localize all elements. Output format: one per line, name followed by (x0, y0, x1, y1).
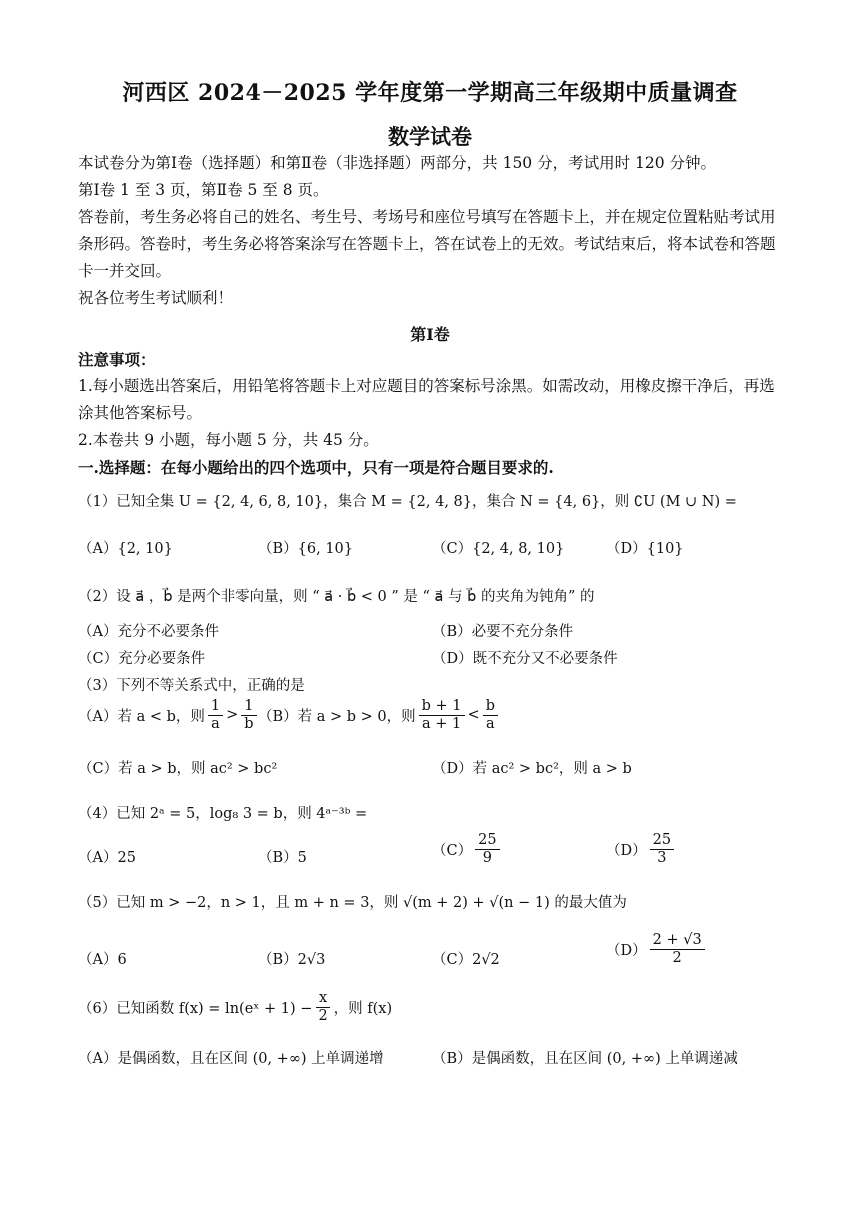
question-6-stem (78, 990, 392, 1024)
greater-than-sign: > (226, 707, 239, 724)
question-1-option-c: （C）{2, 4, 8, 10} (432, 541, 565, 557)
question-3-option-c: （C）若 a > b，则 ac² > bc² (78, 761, 278, 777)
fraction-denominator: 3 (657, 849, 667, 866)
question-6-option-a: （A）是偶函数，且在区间 (0, +∞) 上单调递增 (78, 1051, 384, 1067)
fraction-numerator: b + 1 (419, 698, 465, 716)
question-3-option-b-prefix: （B）若 a > b > 0，则 (258, 708, 416, 725)
question-1-option-d: （D）{10} (606, 541, 684, 557)
fraction-numerator: 1 (241, 698, 256, 716)
question-5-stem: （5）已知 m > −2，n > 1，且 m + n = 3，则 √(m + 2) + √(n − 1) 的最大值为 (78, 895, 627, 911)
fraction-numerator: x (316, 990, 330, 1008)
fraction (241, 698, 256, 732)
fraction-denominator: 2 (318, 1007, 328, 1024)
question-5-option-c: （C）2√2 (432, 952, 500, 968)
exam-subtitle: 数学试卷 (388, 124, 472, 149)
question-1-option-a: （A）{2, 10} (78, 541, 173, 557)
question-3-stem: （3）下列不等关系式中，正确的是 (78, 678, 305, 694)
question-4-option-b: （B）5 (258, 850, 307, 866)
question-3-option-d: （D）若 ac² > bc²，则 a > b (432, 761, 632, 777)
intro-line-1: 本试卷分为第Ⅰ卷（选择题）和第Ⅱ卷（非选择题）两部分，共 150 分，考试用时 120 分钟。 (78, 154, 717, 172)
question-4-option-c (432, 832, 503, 866)
fraction (208, 698, 223, 732)
question-6-option-b: （B）是偶函数，且在区间 (0, +∞) 上单调递减 (432, 1051, 738, 1067)
question-1-option-b: （B）{6, 10} (258, 541, 354, 557)
fraction (650, 832, 674, 866)
question-2-option-a: （A）充分不必要条件 (78, 624, 219, 640)
notes-block (78, 346, 784, 481)
question-3-option-b (258, 698, 501, 732)
question-5-option-d (606, 932, 708, 966)
fraction-denominator: a + 1 (421, 715, 462, 732)
question-4-stem: （4）已知 2ᵃ = 5，log₈ 3 = b，则 4ᵃ⁻³ᵇ = (78, 806, 368, 822)
fraction (419, 698, 465, 732)
intro-block (78, 150, 784, 312)
option-prefix: （C） (432, 842, 473, 859)
intro-paragraph-2: 答卷前，考生务必将自己的姓名、考生号、考场号和座位号填写在答题卡上，并在规定位置粘贴考试用条形码。答卷时，考生务必将答案涂写在答题卡上，答在试卷上的无效。考试结束后，将本试卷和答题卡一并交回。 (78, 208, 776, 280)
intro-wish: 祝各位考生考试顺利！ (78, 289, 234, 307)
fraction-denominator: 9 (482, 849, 492, 866)
fraction (475, 832, 499, 866)
question-4-option-d (606, 832, 677, 866)
question-2-option-b: （B）必要不充分条件 (432, 624, 574, 640)
question-2-stem: （2）设 a⃗ ，b⃗ 是两个非零向量，则 “ a⃗ · b⃗ < 0 ” 是 “ a⃗ 与 b⃗ 的夹角为钝角” 的 (78, 589, 595, 605)
fraction (483, 698, 498, 732)
intro-line-2: 第Ⅰ卷 1 至 3 页，第Ⅱ卷 5 至 8 页。 (78, 181, 329, 199)
question-1-stem: （1）已知全集 U = {2, 4, 6, 8, 10}，集合 M = {2, 4, 8}，集合 N = {4, 6}，则 ∁U (M ∪ N) = (78, 494, 737, 510)
note-1: 1.每小题选出答案后，用铅笔将答题卡上对应题目的答案标号涂黑。如需改动，用橡皮擦干净后，再选涂其他答案标号。 (78, 377, 775, 422)
fraction-numerator: 2 + √3 (650, 932, 705, 950)
fraction-denominator: b (244, 715, 254, 732)
exam-title: 河西区 2024－2025 学年度第一学期高三年级期中质量调查 (122, 80, 738, 106)
question-4-option-a: （A）25 (78, 850, 136, 866)
note-2: 2.本卷共 9 小题，每小题 5 分，共 45 分。 (78, 431, 379, 449)
fraction-numerator: 1 (208, 698, 223, 716)
question-6-stem-prefix: （6）已知函数 f(x) = ln(eˣ + 1) − (78, 1000, 313, 1017)
fraction (315, 990, 330, 1024)
fraction-denominator: 2 (672, 949, 682, 966)
fraction-numerator: b (483, 698, 498, 716)
question-3-option-a (78, 698, 260, 732)
question-5-option-b: （B）2√3 (258, 952, 326, 968)
fraction-denominator: a (211, 715, 220, 732)
part-title: 一.选择题：在每小题给出的四个选项中，只有一项是符合题目要求的. (78, 458, 554, 477)
question-2-option-d: （D）既不充分又不必要条件 (432, 651, 618, 667)
question-5-option-a: （A）6 (78, 952, 127, 968)
section-label: 第Ⅰ卷 (410, 325, 450, 344)
notes-title: 注意事项： (78, 350, 156, 369)
option-prefix: （D） (606, 942, 647, 959)
option-prefix: （D） (606, 842, 647, 859)
fraction (650, 932, 705, 966)
question-2-option-c: （C）充分必要条件 (78, 651, 206, 667)
fraction-denominator: a (486, 715, 495, 732)
fraction-numerator: 25 (475, 832, 499, 850)
less-than-sign: < (467, 707, 480, 724)
fraction-numerator: 25 (650, 832, 674, 850)
question-6-stem-suffix: ，则 f(x) (333, 1000, 393, 1017)
question-3-option-a-prefix: （A）若 a < b，则 (78, 708, 205, 725)
